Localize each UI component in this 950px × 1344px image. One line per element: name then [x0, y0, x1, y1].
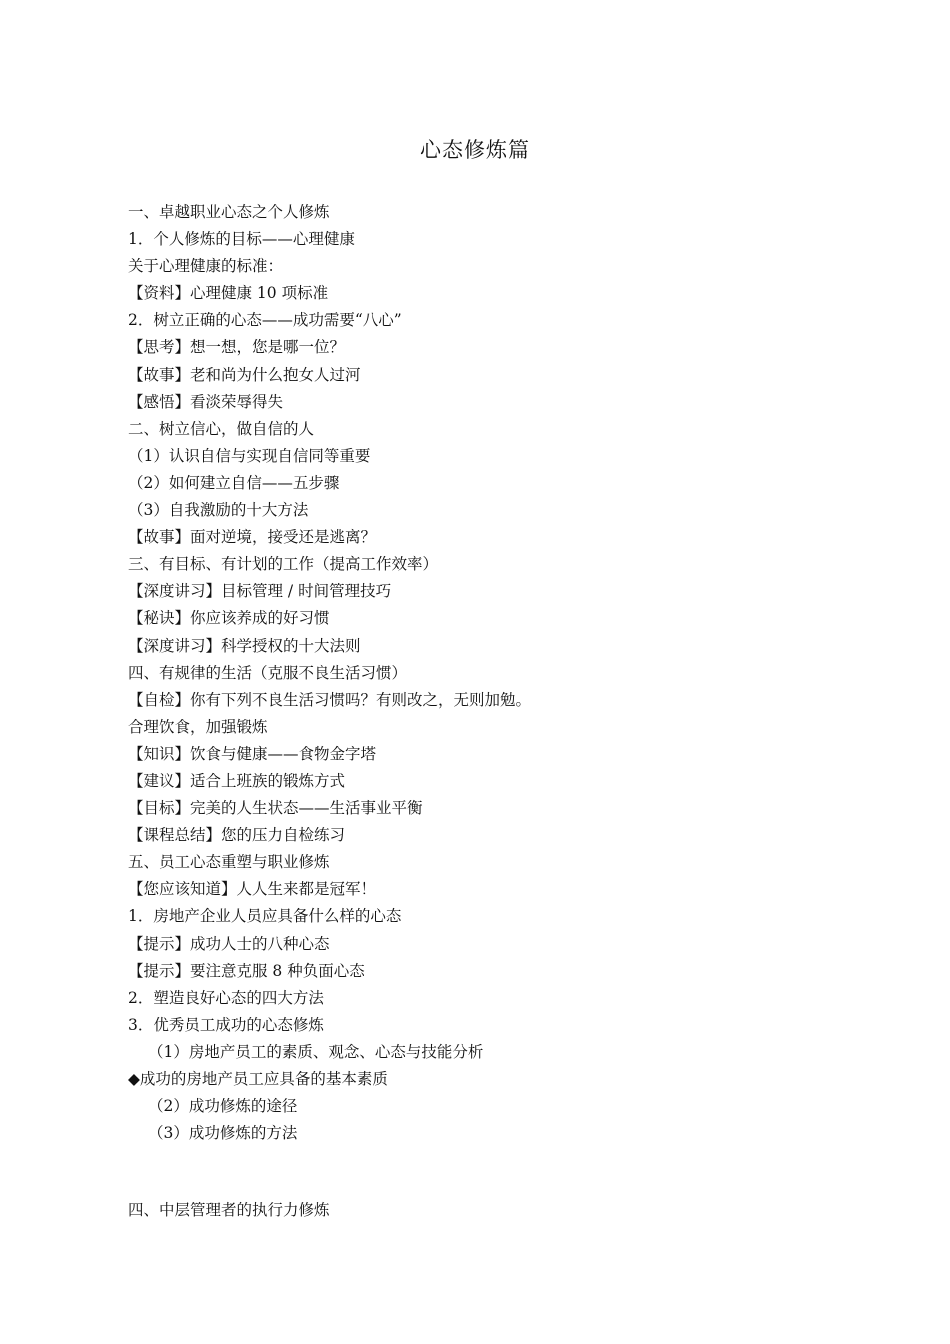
outline-line: （2）如何建立自信——五步骤 — [128, 473, 340, 492]
outline-line: 2．树立正确的心态——成功需要“八心” — [128, 311, 402, 330]
outline-line: 【深度讲习】目标管理 / 时间管理技巧 — [128, 582, 392, 601]
outline-line: （1）认识自信与实现自信同等重要 — [128, 446, 371, 465]
outline-line: 【自检】你有下列不良生活习惯吗？有则改之，无则加勉。 — [128, 690, 532, 709]
outline-line: 【秘诀】你应该养成的好习惯 — [128, 609, 330, 628]
outline-line: 2．塑造良好心态的四大方法 — [128, 988, 324, 1007]
outline-line: 【课程总结】您的压力自检练习 — [128, 826, 346, 845]
outline-line: 合理饮食，加强锻炼 — [128, 717, 268, 736]
outline-line: 【故事】老和尚为什么抱女人过河 — [128, 365, 361, 384]
outline-line: ◆成功的房地产员工应具备的基本素质 — [128, 1070, 388, 1088]
outline-line: 【深度讲习】科学授权的十大法则 — [128, 636, 361, 655]
outline-list — [128, 199, 888, 1147]
outline-line: （2）成功修炼的途径 — [148, 1097, 298, 1116]
outline-line: 3．优秀员工成功的心态修炼 — [128, 1015, 324, 1034]
outline-line: 【故事】面对逆境，接受还是逃离？ — [128, 528, 377, 547]
outline-line: 【目标】完美的人生状态——生活事业平衡 — [128, 799, 423, 818]
outline-line: 五、员工心态重塑与职业修炼 — [128, 853, 330, 872]
document-title: 心态修炼篇 — [420, 138, 530, 162]
outline-line: 1．个人修炼的目标——心理健康 — [128, 230, 355, 249]
outline-line: 三、有目标、有计划的工作（提高工作效率） — [128, 555, 439, 574]
outline-line: （3）成功修炼的方法 — [148, 1124, 298, 1143]
outline-line: 四、有规律的生活（克服不良生活习惯） — [128, 663, 408, 682]
outline-line: 【感悟】看淡荣辱得失 — [128, 392, 284, 411]
outline-line: 二、树立信心，做自信的人 — [128, 419, 315, 438]
final-section-heading: 四、中层管理者的执行力修炼 — [128, 1201, 330, 1219]
outline-line: 【思考】想一想，您是哪一位？ — [128, 338, 346, 357]
outline-line: 【您应该知道】人人生来都是冠军！ — [128, 880, 377, 899]
outline-line: （1）房地产员工的素质、观念、心态与技能分析 — [148, 1042, 484, 1061]
outline-line: 一、卓越职业心态之个人修炼 — [128, 203, 330, 221]
outline-line: 关于心理健康的标准： — [128, 257, 284, 276]
outline-line: 【建议】适合上班族的锻炼方式 — [128, 771, 346, 790]
outline-line: 【提示】要注意克服 8 种负面心态 — [128, 961, 365, 980]
outline-line: 【知识】饮食与健康——食物金字塔 — [128, 744, 377, 763]
outline-line: 1．房地产企业人员应具备什么样的心态 — [128, 907, 402, 926]
outline-line: 【提示】成功人士的八种心态 — [128, 934, 330, 953]
outline-line: 【资料】心理健康 10 项标准 — [128, 284, 329, 303]
outline-line: （3）自我激励的十大方法 — [128, 501, 309, 520]
